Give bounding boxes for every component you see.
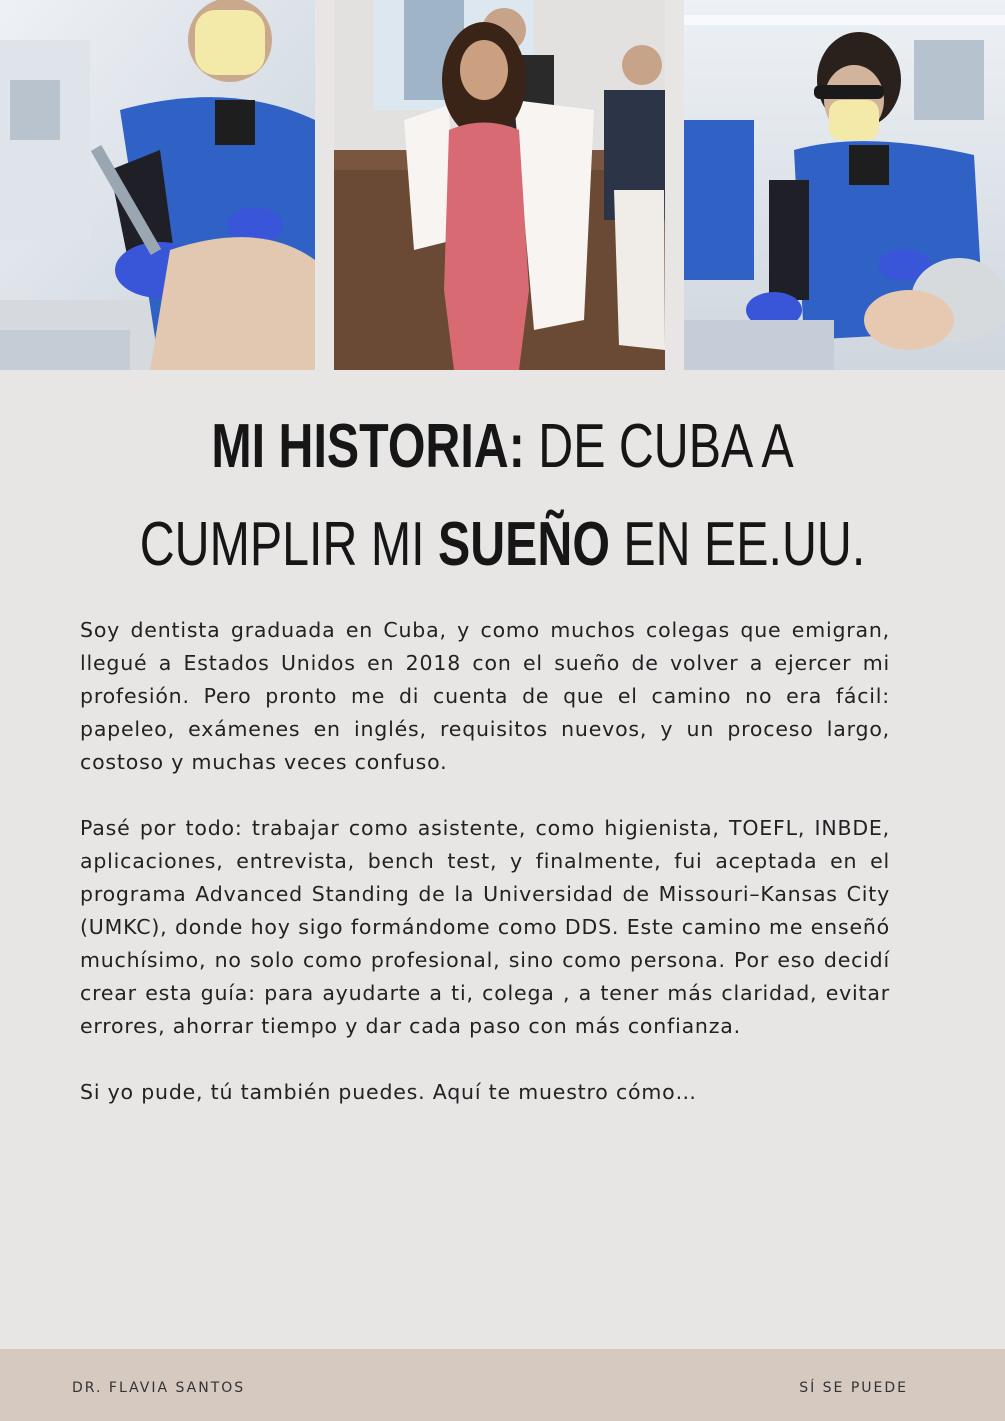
- photo-dental-student-loupes-image: [684, 0, 1005, 370]
- story-body: [80, 614, 890, 1142]
- photo-dentist-working: [0, 0, 315, 370]
- title-light-part-1: DE CUBA A: [538, 412, 794, 481]
- title-light-part-2b: EN EE.UU.: [623, 510, 866, 579]
- title-line-1: [111, 398, 895, 496]
- photo-white-coat-ceremony: [334, 0, 665, 370]
- footer-band: [0, 1349, 1005, 1421]
- story-paragraph-3: Si yo pude, tú también puedes. Aquí te muestro cómo…: [80, 1080, 697, 1104]
- page-title: [111, 398, 895, 594]
- title-light-part-2a: CUMPLIR MI: [139, 510, 425, 579]
- photo-white-coat-ceremony-image: [334, 0, 665, 370]
- header-photo-strip: [0, 0, 1005, 370]
- story-paragraph-1: Soy dentista graduada en Cuba, y como muchos colegas que emigran, llegué a Estados Unidos en 2018 con el sueño de volver a ejercer mi profesión. Pero pronto me di cuenta de que el camino no era fácil: papeleo, exámenes en inglés, requisitos nuevos, y un proceso largo, costoso y muchas veces confuso.: [80, 618, 890, 774]
- footer-tagline: SÍ SE PUEDE: [799, 1380, 908, 1396]
- footer-author-name: DR. FLAVIA SANTOS: [72, 1380, 246, 1396]
- title-bold-part-1: MI HISTORIA:: [211, 412, 525, 481]
- photo-dentist-working-image: [0, 0, 315, 370]
- story-paragraph-2: Pasé por todo: trabajar como asistente, como higienista, TOEFL, INBDE, aplicaciones, entrevista, bench test, y finalmente, fui aceptada en el programa Advanced Standing de la Universidad de Missouri–Kansas City (UMKC), donde hoy sigo formándome como DDS. Este camino me enseñó muchísimo, no solo como profesional, sino como persona. Por eso decidí crear esta guía: para ayudarte a ti, colega , a tener más claridad, evitar errores, ahorrar tiempo y dar cada paso con más confianza.: [80, 816, 890, 1038]
- title-bold-part-2: SUEÑO: [437, 510, 610, 579]
- title-line-2: [111, 496, 895, 594]
- photo-dental-student-loupes: [684, 0, 1005, 370]
